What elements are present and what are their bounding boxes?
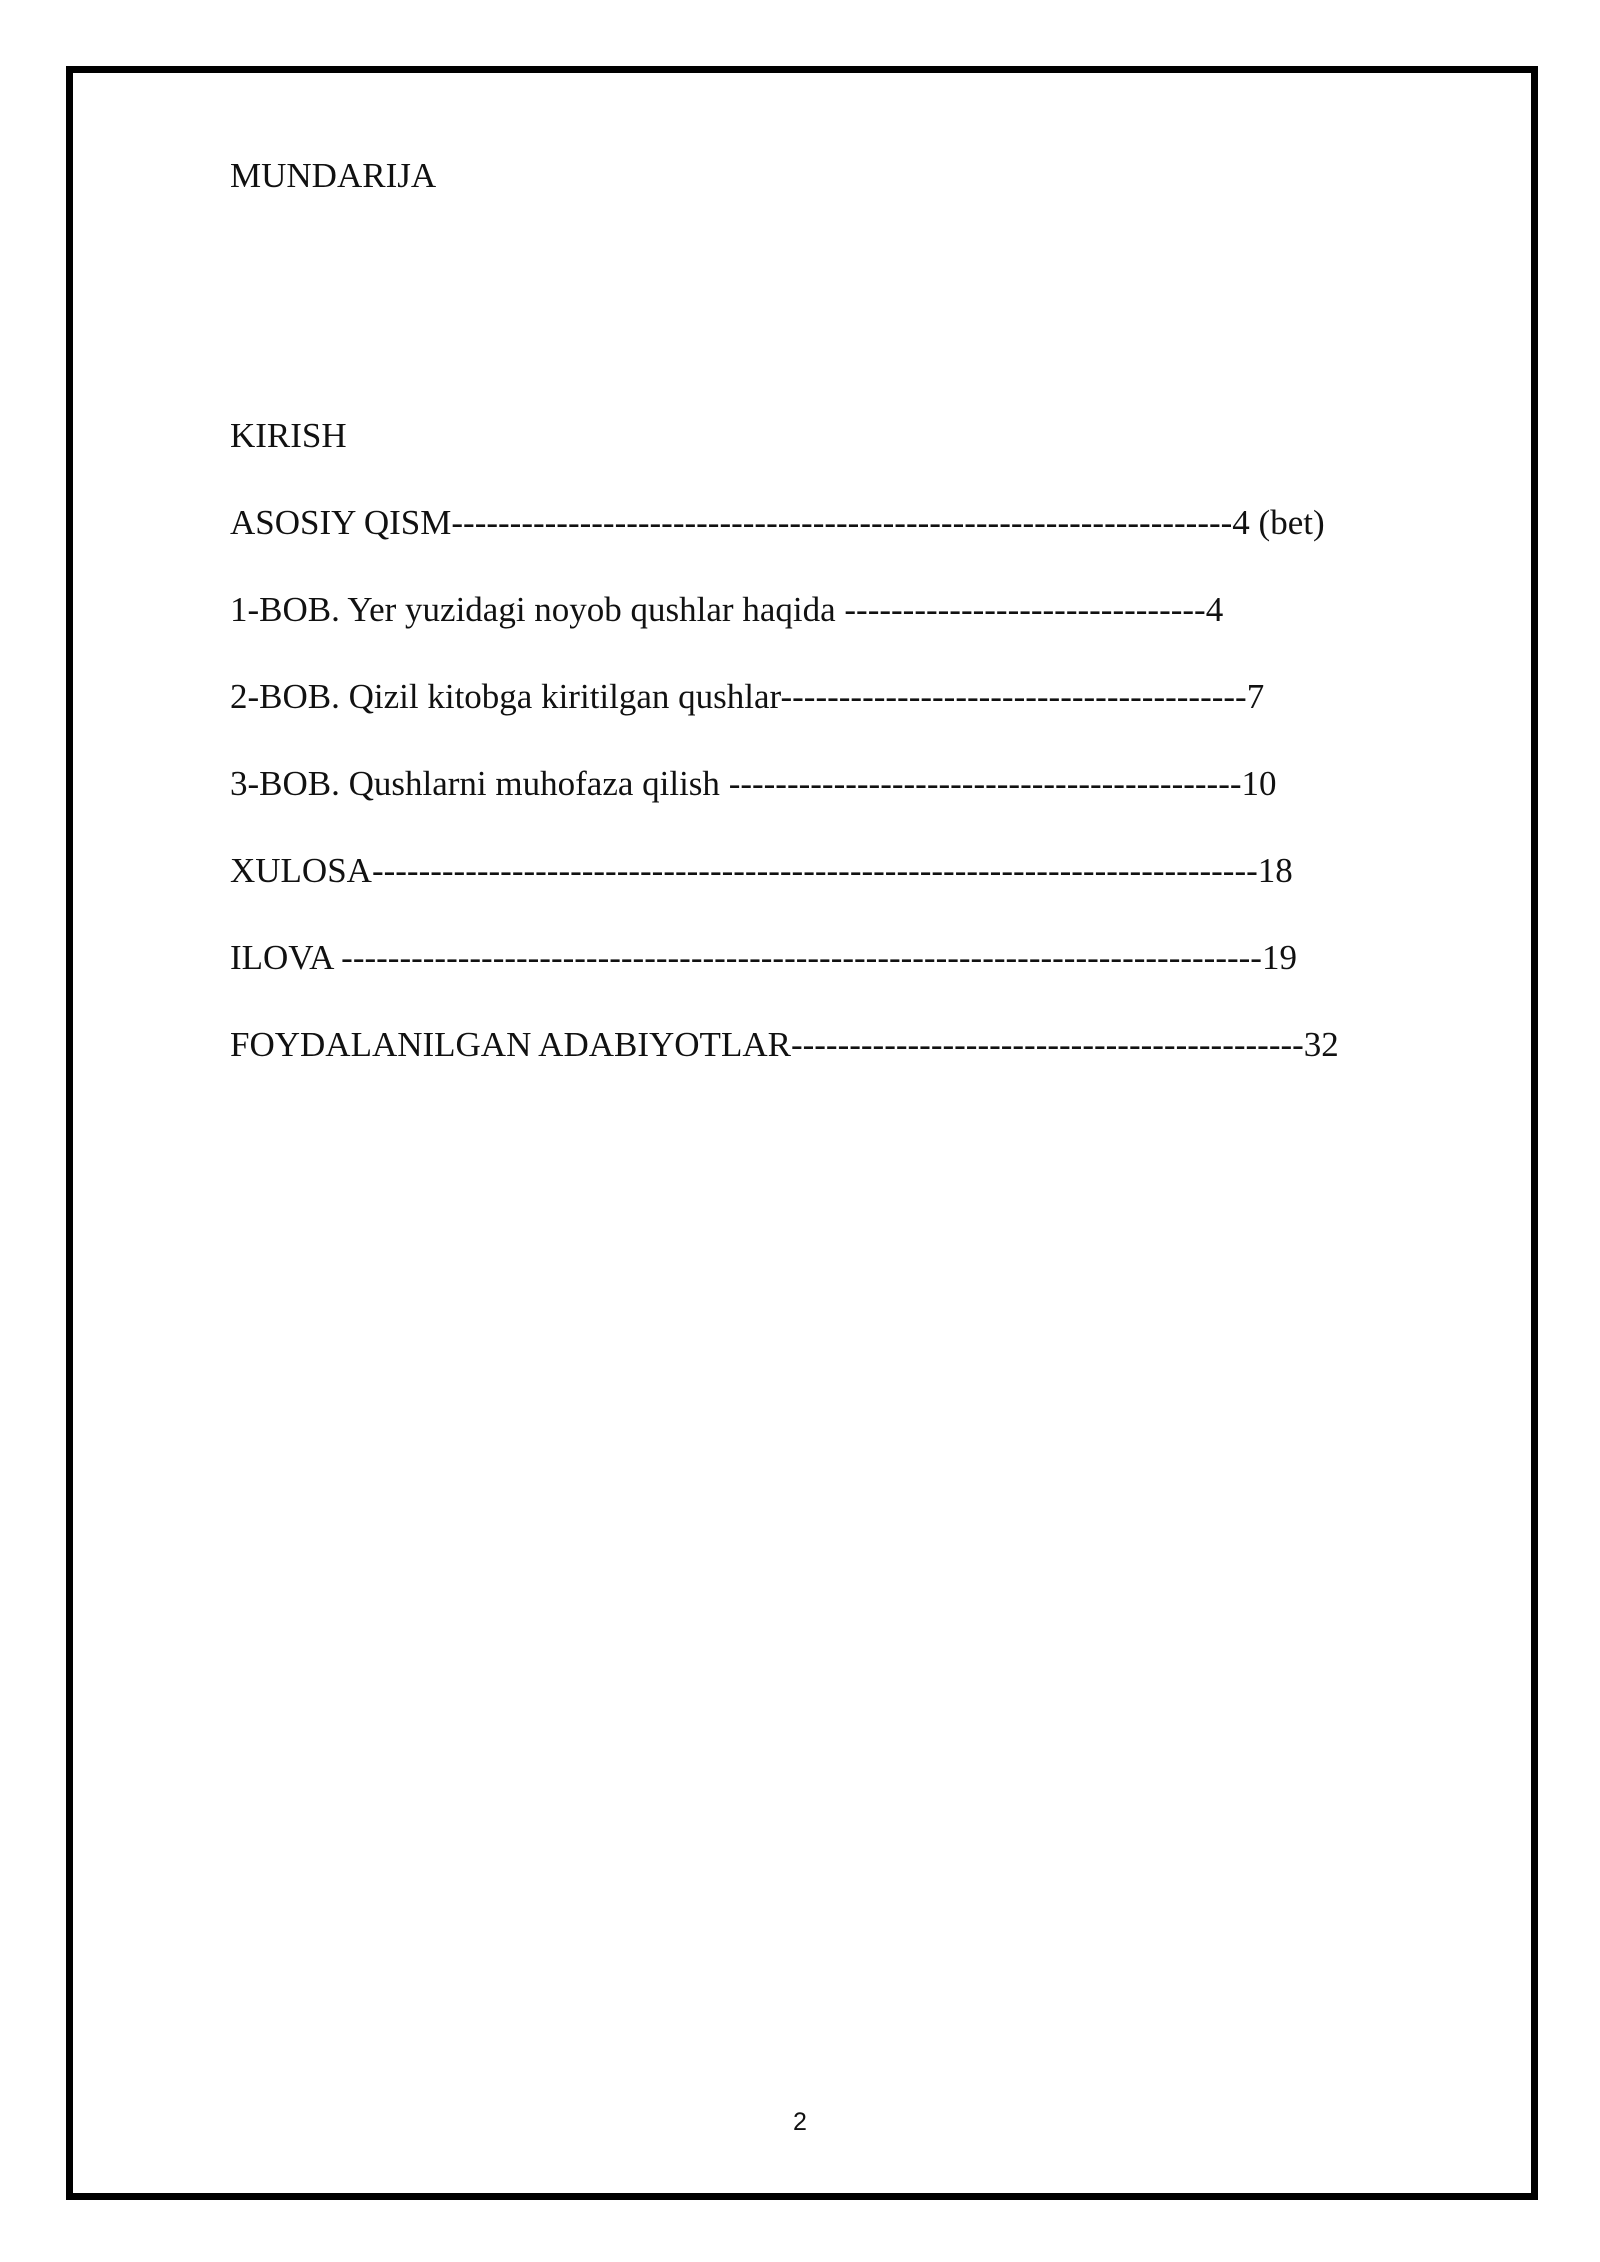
toc-entry-label: KIRISH [230,416,347,455]
toc-entry-ilova[interactable] [230,934,1490,1021]
toc-entry-page: 7 [1246,677,1265,716]
toc-entry-label: 2-BOB. Qizil kitobga kiritilgan qushlar [230,677,781,716]
toc-entry-page: 10 [1241,764,1277,803]
toc-entry-leader: ---------------------------------------- [780,677,1247,716]
page-number: 2 [793,2108,807,2136]
toc-entry-leader: -------------------------------------------- [790,1025,1304,1064]
table-of-contents [230,412,1490,1108]
toc-entry-adabiyotlar[interactable] [230,1021,1490,1108]
toc-entry-page: 4 [1205,590,1224,629]
toc-entry-leader: -------------------------------------------- [728,764,1242,803]
toc-entry-leader: ------------------------------------------------------------------------------- [341,938,1262,977]
toc-entry-label: 1-BOB. Yer yuzidagi noyob qushlar haqida [230,590,845,629]
toc-entry-label: FOYDALANILGAN ADABIYOTLAR [230,1025,791,1064]
toc-entry-label: XULOSA [230,851,372,890]
page-border [66,66,1538,2200]
toc-entry-bob-2[interactable] [230,673,1490,760]
toc-entry-leader: ---------------------------------------------------------------------------- [371,851,1258,890]
toc-entry-bob-1[interactable] [230,586,1490,673]
toc-entry-label: ASOSIY QISM [230,503,452,542]
toc-entry-page: 4 (bet) [1232,503,1325,542]
toc-entry-bob-3[interactable] [230,760,1490,847]
toc-entry-leader: ------------------------------------------------------------------- [451,503,1233,542]
toc-entry-page: 32 [1303,1025,1339,1064]
toc-entry-label: 3-BOB. Qushlarni muhofaza qilish [230,764,729,803]
toc-entry-xulosa[interactable] [230,847,1490,934]
toc-entry-page: 18 [1257,851,1293,890]
page-title: MUNDARIJA [230,156,437,195]
toc-entry-kirish[interactable] [230,412,1490,499]
toc-entry-label: ILOVA [230,938,342,977]
toc-entry-asosiy-qism[interactable] [230,499,1490,586]
toc-entry-page: 19 [1261,938,1297,977]
toc-entry-leader: ------------------------------- [844,590,1206,629]
